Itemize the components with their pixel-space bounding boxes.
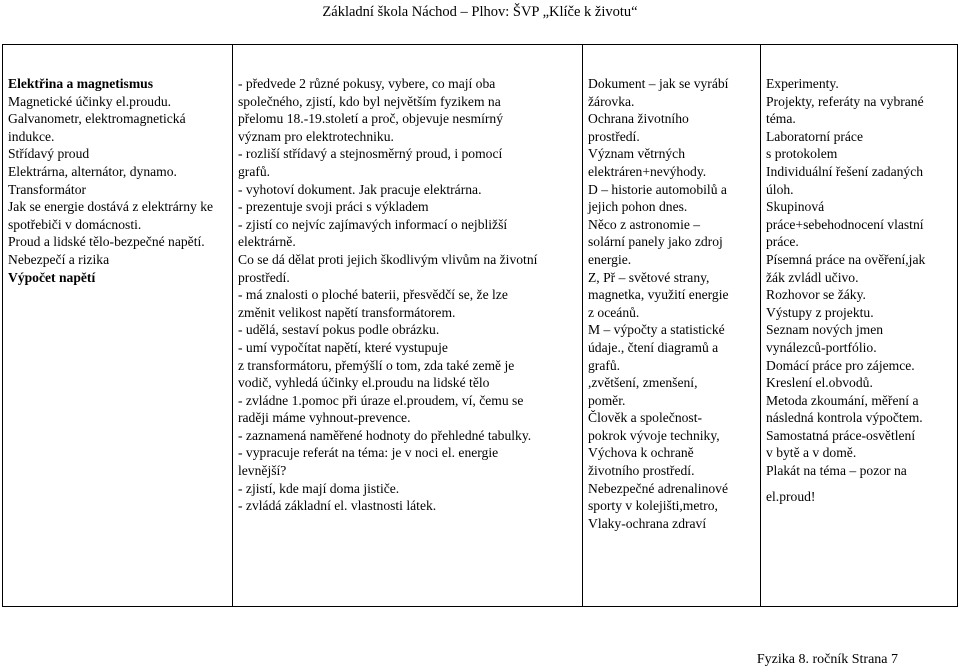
relation-line: Ochrana životního: [588, 111, 689, 127]
topic-line-bold: Výpočet napětí: [8, 269, 96, 285]
method-line: Samostatná práce-osvětlení: [766, 427, 916, 443]
topic-line: Galvanometr, elektromagnetická indukce.: [8, 111, 186, 144]
relation-line: D – historie automobilů a: [588, 181, 727, 197]
method-line: Laboratorní práce: [766, 128, 863, 144]
outcome-line: - zvládne 1.pomoc při úraze el.proudem, ví, čemu se: [238, 392, 524, 408]
outcome-line: - má znalosti o ploché baterii, přesvědčí se, že lze: [238, 287, 508, 303]
relation-line: pokrok vývoje techniky,: [588, 427, 720, 443]
outcome-line: změnit velikost napětí transformátorem.: [238, 304, 456, 320]
outcome-line: - rozliší střídavý a stejnosměrný proud, i pomocí: [238, 146, 503, 162]
topic-line: Transformátor: [8, 181, 87, 197]
method-line: Rozhovor se žáky.: [766, 287, 866, 303]
relation-line: M – výpočty a statistické: [588, 322, 725, 338]
curriculum-table: [2, 44, 958, 607]
method-line: Plakát na téma – pozor na: [766, 463, 907, 479]
method-line: práce+sebehodnocení vlastní: [766, 216, 924, 232]
relation-line: ,zvětšení, zmenšení,: [588, 375, 698, 391]
relation-line: prostředí.: [588, 128, 640, 144]
relation-line: Výchova k ochraně: [588, 445, 694, 461]
outcome-line: přelomu 18.-19.století a proč, objevuje nesmírný: [238, 111, 504, 127]
relation-line: Význam větrných: [588, 146, 686, 162]
outcomes-cell: [233, 45, 583, 607]
method-line: žák zvládl učivo.: [766, 269, 859, 285]
relation-line: Něco z astronomie –: [588, 216, 701, 232]
method-line: téma.: [766, 111, 796, 127]
outcome-line: Co se dá dělat proti jejich škodlivým vlivům na životní: [238, 251, 538, 267]
topic-cell: [3, 45, 233, 607]
method-line: úloh.: [766, 181, 794, 197]
topic-line: Jak se energie dostává z elektrárny ke spotřebiči v domácnosti.: [8, 199, 214, 232]
outcome-line: - vypracuje referát na téma: je v noci el. energie: [238, 445, 499, 461]
method-line: Výstupy z projektu.: [766, 304, 874, 320]
topic-line: Elektrárna, alternátor, dynamo.: [8, 163, 177, 179]
method-line: následná kontrola výpočtem.: [766, 410, 923, 426]
method-line: Metoda zkoumání, měření a: [766, 392, 919, 408]
method-line: vynálezců-portfólio.: [766, 339, 877, 355]
outcome-line: vodič, vyhledá účinky el.proudu na lidské tělo: [238, 375, 490, 391]
method-line: Seznam nových jmen: [766, 322, 884, 338]
outcome-line: - předvede 2 různé pokusy, vybere, co mají oba: [238, 76, 496, 91]
table-row: [3, 45, 958, 607]
relation-line: poměr.: [588, 392, 626, 408]
outcome-line: význam pro elektrotechniku.: [238, 128, 394, 144]
relation-line: údaje., čtení diagramů a: [588, 339, 719, 355]
method-line: Projekty, referáty na vybrané: [766, 93, 924, 109]
method-line: Individuální řešení zadaných: [766, 163, 924, 179]
method-line: Písemná práce na ověření,jak: [766, 251, 926, 267]
method-line: Kreslení el.obvodů.: [766, 375, 873, 391]
method-line: el.proud!: [766, 488, 816, 504]
relation-line: Dokument – jak se vyrábí: [588, 76, 729, 91]
page-footer: Fyzika 8. ročník Strana 7: [756, 652, 898, 667]
cross-curricular-cell: [583, 45, 761, 607]
relation-line: žárovka.: [588, 93, 635, 109]
outcome-line: grafů.: [238, 163, 271, 179]
method-line: s protokolem: [766, 146, 838, 162]
relation-line: grafů.: [588, 357, 621, 373]
outcome-line: levnější?: [238, 463, 287, 479]
outcome-line: prostředí.: [238, 269, 290, 285]
outcome-line: - vyhotoví dokument. Jak pracuje elektrárna.: [238, 181, 482, 197]
outcome-line: elektrárně.: [238, 234, 296, 250]
outcome-line: - zvládá základní el. vlastnosti látek.: [238, 498, 437, 514]
outcome-line: - prezentuje svoji práci s výkladem: [238, 199, 429, 215]
relation-line: magnetka, využití energie: [588, 287, 729, 303]
relation-line: jejich pohon dnes.: [588, 199, 688, 215]
outcome-line: - udělá, sestaví pokus podle obrázku.: [238, 322, 440, 338]
topic-line: Nebezpečí a rizika: [8, 251, 110, 267]
outcome-line: - zjistí, kde mají doma jističe.: [238, 480, 400, 496]
method-line: Domácí práce pro zájemce.: [766, 357, 915, 373]
outcome-line: společného, zjistí, kdo byl největším fyzikem na: [238, 93, 501, 109]
outcome-line: raději máme vyhnout-prevence.: [238, 410, 411, 426]
topic-heading: Elektřina a magnetismus: [8, 76, 154, 91]
relation-line: elektráren+nevýhody.: [588, 163, 707, 179]
method-line: Skupinová: [766, 199, 825, 215]
outcome-line: - zaznamená naměřené hodnoty do přehledné tabulky.: [238, 427, 532, 443]
outcome-line: - umí vypočítat napětí, které vystupuje: [238, 339, 448, 355]
relation-line: energie.: [588, 251, 632, 267]
method-line: v bytě a v domě.: [766, 445, 857, 461]
relation-line: sporty v kolejišti,metro,: [588, 498, 718, 514]
topic-line: Střídavý proud: [8, 146, 90, 162]
relation-line: Vlaky-ochrana zdraví: [588, 515, 707, 531]
outcome-line: z transformátoru, přemýšlí o tom, zda také země je: [238, 357, 515, 373]
method-line: Experimenty.: [766, 76, 839, 91]
relation-line: životního prostředí.: [588, 463, 695, 479]
relation-line: Člověk a společnost-: [588, 410, 703, 426]
method-line: práce.: [766, 234, 799, 250]
topic-line: Proud a lidské tělo-bezpečné napětí.: [8, 234, 205, 250]
relation-line: solární panely jako zdroj: [588, 234, 723, 250]
methods-cell: [761, 45, 958, 607]
topic-line: Magnetické účinky el.proudu.: [8, 93, 172, 109]
outcome-line: - zjistí co nejvíc zajímavých informací o nejbližší: [238, 216, 508, 232]
page-header: Základní škola Náchod – Plhov: ŠVP „Klíče k životu“: [322, 4, 638, 20]
relation-line: Nebezpečné adrenalinové: [588, 480, 729, 496]
relation-line: Z, Př – světové strany,: [588, 269, 710, 285]
relation-line: z oceánů.: [588, 304, 640, 320]
